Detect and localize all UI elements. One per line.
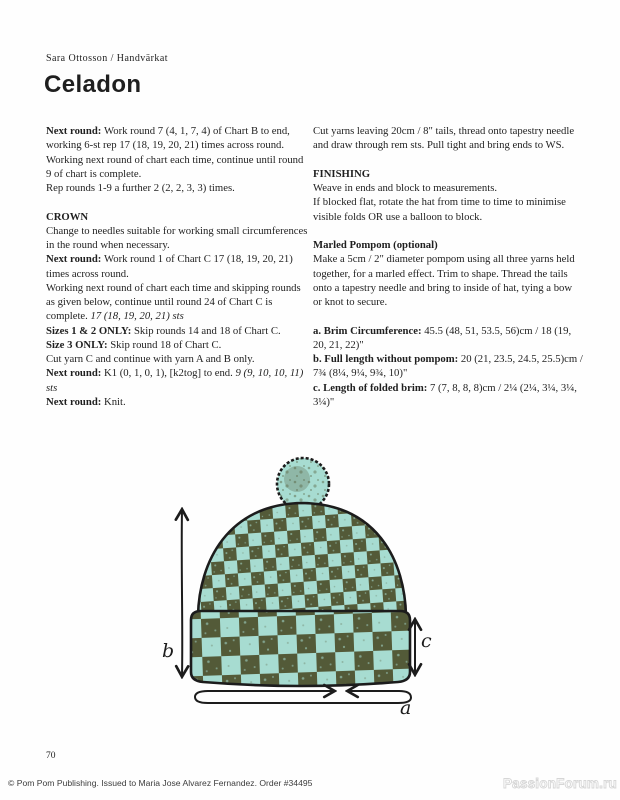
text-block <box>46 366 308 395</box>
text-block <box>46 181 308 195</box>
text-block <box>46 338 308 352</box>
hat-schematic-svg <box>138 450 460 728</box>
arrow-b <box>182 510 183 676</box>
text-block <box>46 210 308 224</box>
text-block <box>46 124 308 181</box>
text-segment: Next round: <box>46 395 104 408</box>
text-segment: Knit. <box>104 395 126 408</box>
text-segment: Marled Pompom (optional) <box>313 239 438 251</box>
text-segment: Change to needles suitable for working small circumferences in the round when necessary. <box>46 224 308 251</box>
text-segment: Next round: <box>46 253 104 266</box>
text-segment: Work round 7 (4, 1, 7, 4) of Chart B to end, working 6-st rep 17 (18, 19, 20, 21) times across round. Working next round of chart each time, continue until round 9 of chart is complete. <box>46 125 304 180</box>
text-block <box>313 238 583 252</box>
text-segment: b. Full length without pompom: <box>313 353 461 365</box>
text-segment: Skip rounds 14 and 18 of Chart C. <box>133 324 281 337</box>
text-segment: a. Brim Circumference: <box>313 324 425 337</box>
text-segment: 20 (21, 23.5, 24.5, 25.5)cm / 7¾ (8¼, 9¼, 9¾, 10)" <box>313 353 583 380</box>
text-segment: 9 (9, 10, 10, 11) sts <box>46 367 304 394</box>
left-text-column <box>46 124 308 409</box>
label-a: a <box>400 697 412 719</box>
arrow-a <box>195 691 411 703</box>
text-block <box>313 181 583 195</box>
page-number: 70 <box>46 751 56 761</box>
label-c: c <box>421 630 432 652</box>
text-block <box>313 124 583 153</box>
page-title: Celadon <box>44 71 142 98</box>
text-block <box>313 381 583 410</box>
text-segment: 7 (7, 8, 8, 8)cm / 2¼ (2¼, 3¼, 3¼, 3¼)" <box>313 381 577 408</box>
text-segment: Sizes 1 & 2 ONLY: <box>46 324 134 337</box>
text-segment: Size 3 ONLY: <box>46 338 111 351</box>
text-segment: Make a 5cm / 2" diameter pompom using all three yarns held together, for a marled effect. Trim to shape. Thread the tails onto a tapestry needle and bring to inside of hat, tying a bow or knot to secure. <box>313 253 575 308</box>
text-segment: 45.5 (48, 51, 53.5, 56)cm / 18 (19, 20, 21, 22)" <box>313 324 572 351</box>
byline: Sara Ottosson / Handvärkat <box>46 53 168 64</box>
right-text-column <box>313 124 583 409</box>
text-block <box>46 224 308 253</box>
text-block <box>46 252 308 281</box>
text-segment: Cut yarn C and continue with yarn A and B only. <box>46 353 255 365</box>
text-block <box>313 324 583 353</box>
label-b: b <box>162 640 175 662</box>
hat-illustration <box>138 450 460 728</box>
text-block <box>313 167 583 181</box>
hat-brim <box>191 611 410 686</box>
text-segment: Next round: <box>46 125 104 137</box>
text-segment: Working next round of chart each time and skipping rounds as given below, continue until round 24 of Chart C is complete. <box>46 281 301 323</box>
text-segment: Weave in ends and block to measurements. <box>313 182 498 194</box>
text-segment: If blocked flat, rotate the hat from time to time to minimise visible folds OR use a balloon to block. <box>313 196 566 223</box>
text-block <box>313 352 583 381</box>
text-block <box>313 195 583 224</box>
hat-crown <box>198 503 406 616</box>
text-segment: CROWN <box>46 210 89 223</box>
text-block <box>46 324 308 338</box>
text-block <box>46 281 308 324</box>
text-segment: Cut yarns leaving 20cm / 8" tails, thread onto tapestry needle and draw through rem sts. Pull tight and bring ends to WS. <box>313 125 575 152</box>
watermark: PassionForum.ru <box>502 776 617 791</box>
text-segment: K1 (0, 1, 0, 1), [k2tog] to end. <box>104 367 236 380</box>
text-segment: Work round 1 of Chart C 17 (18, 19, 20, 21) times across round. <box>46 253 293 280</box>
text-block <box>46 352 308 366</box>
text-segment: Next round: <box>46 367 104 380</box>
text-segment: c. Length of folded brim: <box>313 381 430 394</box>
text-segment: Skip round 18 of Chart C. <box>110 338 222 351</box>
copyright-line: © Pom Pom Publishing. Issued to Maria Jose Alvarez Fernandez. Order #34495 <box>8 778 313 788</box>
text-segment: 17 (18, 19, 20, 21) sts <box>90 310 184 323</box>
text-block <box>313 252 583 309</box>
text-block <box>46 395 308 409</box>
text-segment: FINISHING <box>313 167 371 180</box>
text-segment: Rep rounds 1-9 a further 2 (2, 2, 3, 3) times. <box>46 182 235 194</box>
